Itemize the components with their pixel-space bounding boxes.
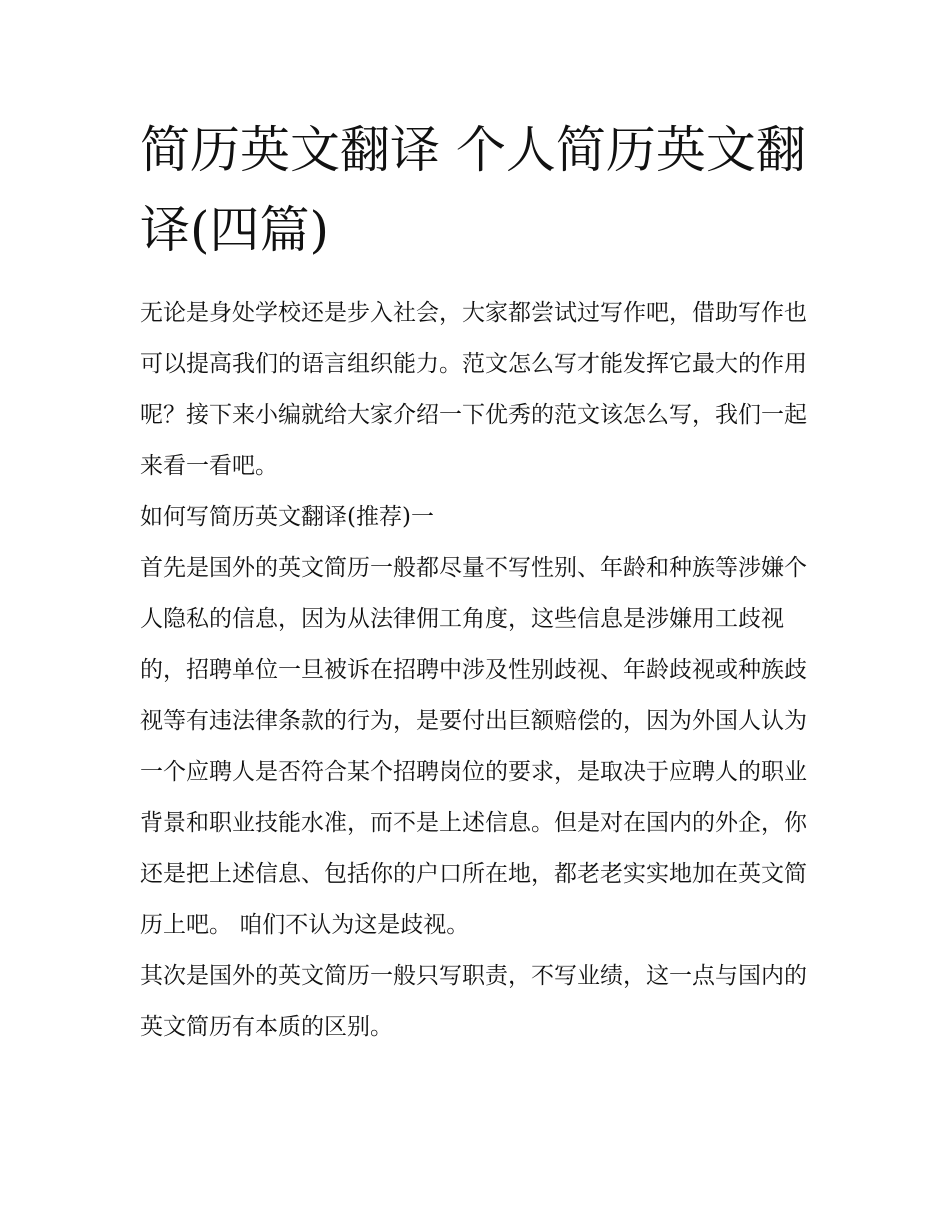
document-title: 简历英文翻译 个人简历英文翻译(四篇) [140,121,806,259]
section-heading: 如何写简历英文翻译(推荐)一 [140,504,434,530]
body-paragraph: 其次是国外的英文简历一般只写职责，不写业绩，这一点与国内的英文简历有本质的区别。 [140,963,807,1040]
body-paragraph: 首先是国外的英文简历一般都尽量不写性别、年龄和种族等涉嫌个人隐私的信息，因为从法律佣工角度，这些信息是涉嫌用工歧视的，招聘单位一旦被诉在招聘中涉及性别歧视、年龄歧视或种族歧视等有违法律条款的行为，是要付出巨额赔偿的，因为外国人认为一个应聘人是否符合某个招聘岗位的要求，是取决于应聘人的职业背景和职业技能水准，而不是上述信息。但是对在国内的外企，你还是把上述信息、包括你的户口所在地，都老老实实地加在英文简历上吧。 咱们不认为这是歧视。 [140,555,807,938]
intro-paragraph: 无论是身处学校还是步入社会，大家都尝试过写作吧，借助写作也可以提高我们的语言组织能力。范文怎么写才能发挥它最大的作用呢？接下来小编就给大家介绍一下优秀的范文该怎么写，我们一起来看一看吧。 [140,300,807,479]
document-page [140,110,820,1053]
